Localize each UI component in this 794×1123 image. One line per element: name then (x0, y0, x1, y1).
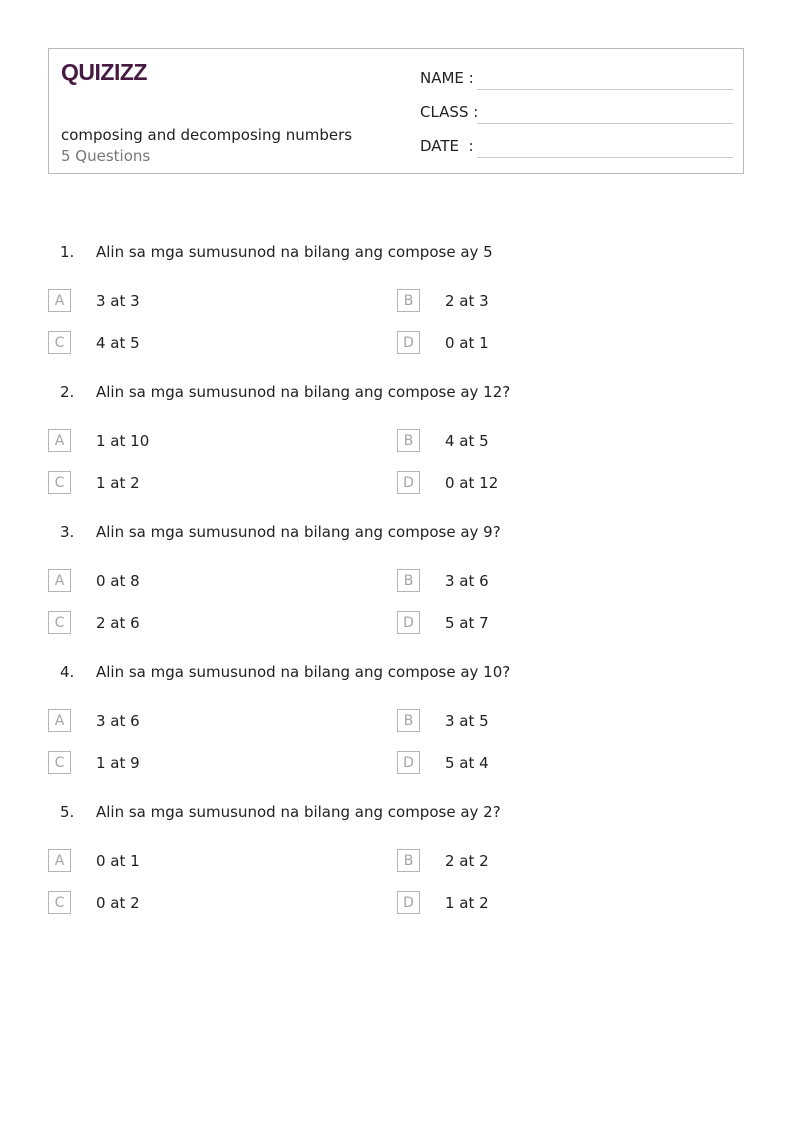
option-a-text: 3 at 3 (96, 292, 140, 310)
question-number: 1. (60, 243, 75, 261)
option-d-box[interactable]: D (397, 891, 420, 914)
option-a-box[interactable]: A (48, 289, 71, 312)
option-b-text: 3 at 5 (445, 712, 489, 730)
option-b-text: 2 at 3 (445, 292, 489, 310)
option-a-box[interactable]: A (48, 569, 71, 592)
option-a-text: 1 at 10 (96, 432, 150, 450)
option-b-box[interactable]: B (397, 709, 420, 732)
option-a-text: 3 at 6 (96, 712, 140, 730)
option-b-box[interactable]: B (397, 849, 420, 872)
option-c-text: 2 at 6 (96, 614, 140, 632)
name-label: NAME : (420, 69, 474, 87)
class-label: CLASS : (420, 103, 479, 121)
option-d-box[interactable]: D (397, 331, 420, 354)
option-d-box[interactable]: D (397, 611, 420, 634)
option-b-box[interactable]: B (397, 429, 420, 452)
worksheet-header (48, 48, 744, 174)
question-text: Alin sa mga sumusunod na bilang ang compose ay 10? (96, 663, 511, 681)
question-number: 4. (60, 663, 75, 681)
option-c-box[interactable]: C (48, 611, 71, 634)
option-c-box[interactable]: C (48, 471, 71, 494)
option-a-text: 0 at 1 (96, 852, 140, 870)
worksheet-title: composing and decomposing numbers (61, 126, 353, 144)
option-b-text: 4 at 5 (445, 432, 489, 450)
date-line (477, 157, 733, 158)
name-line (477, 89, 733, 90)
option-d-text: 0 at 12 (445, 474, 499, 492)
option-b-text: 3 at 6 (445, 572, 489, 590)
question-number: 3. (60, 523, 75, 541)
option-c-text: 1 at 2 (96, 474, 140, 492)
option-c-box[interactable]: C (48, 331, 71, 354)
question-count: 5 Questions (61, 147, 151, 165)
option-d-text: 0 at 1 (445, 334, 489, 352)
option-b-box[interactable]: B (397, 569, 420, 592)
option-c-box[interactable]: C (48, 891, 71, 914)
option-b-text: 2 at 2 (445, 852, 489, 870)
option-a-text: 0 at 8 (96, 572, 140, 590)
option-d-text: 1 at 2 (445, 894, 489, 912)
class-line (477, 123, 733, 124)
option-c-text: 1 at 9 (96, 754, 140, 772)
question-number: 2. (60, 383, 75, 401)
option-c-text: 4 at 5 (96, 334, 140, 352)
option-d-text: 5 at 4 (445, 754, 489, 772)
question-text: Alin sa mga sumusunod na bilang ang compose ay 5 (96, 243, 493, 261)
option-d-text: 5 at 7 (445, 614, 489, 632)
option-c-text: 0 at 2 (96, 894, 140, 912)
option-d-box[interactable]: D (397, 751, 420, 774)
option-a-box[interactable]: A (48, 849, 71, 872)
question-text: Alin sa mga sumusunod na bilang ang compose ay 12? (96, 383, 511, 401)
question-text: Alin sa mga sumusunod na bilang ang compose ay 9? (96, 523, 501, 541)
option-a-box[interactable]: A (48, 429, 71, 452)
date-label: DATE : (420, 137, 474, 155)
quizizz-logo: QUIZIZZ (61, 59, 147, 85)
option-c-box[interactable]: C (48, 751, 71, 774)
option-b-box[interactable]: B (397, 289, 420, 312)
question-number: 5. (60, 803, 75, 821)
option-a-box[interactable]: A (48, 709, 71, 732)
option-d-box[interactable]: D (397, 471, 420, 494)
question-text: Alin sa mga sumusunod na bilang ang compose ay 2? (96, 803, 501, 821)
